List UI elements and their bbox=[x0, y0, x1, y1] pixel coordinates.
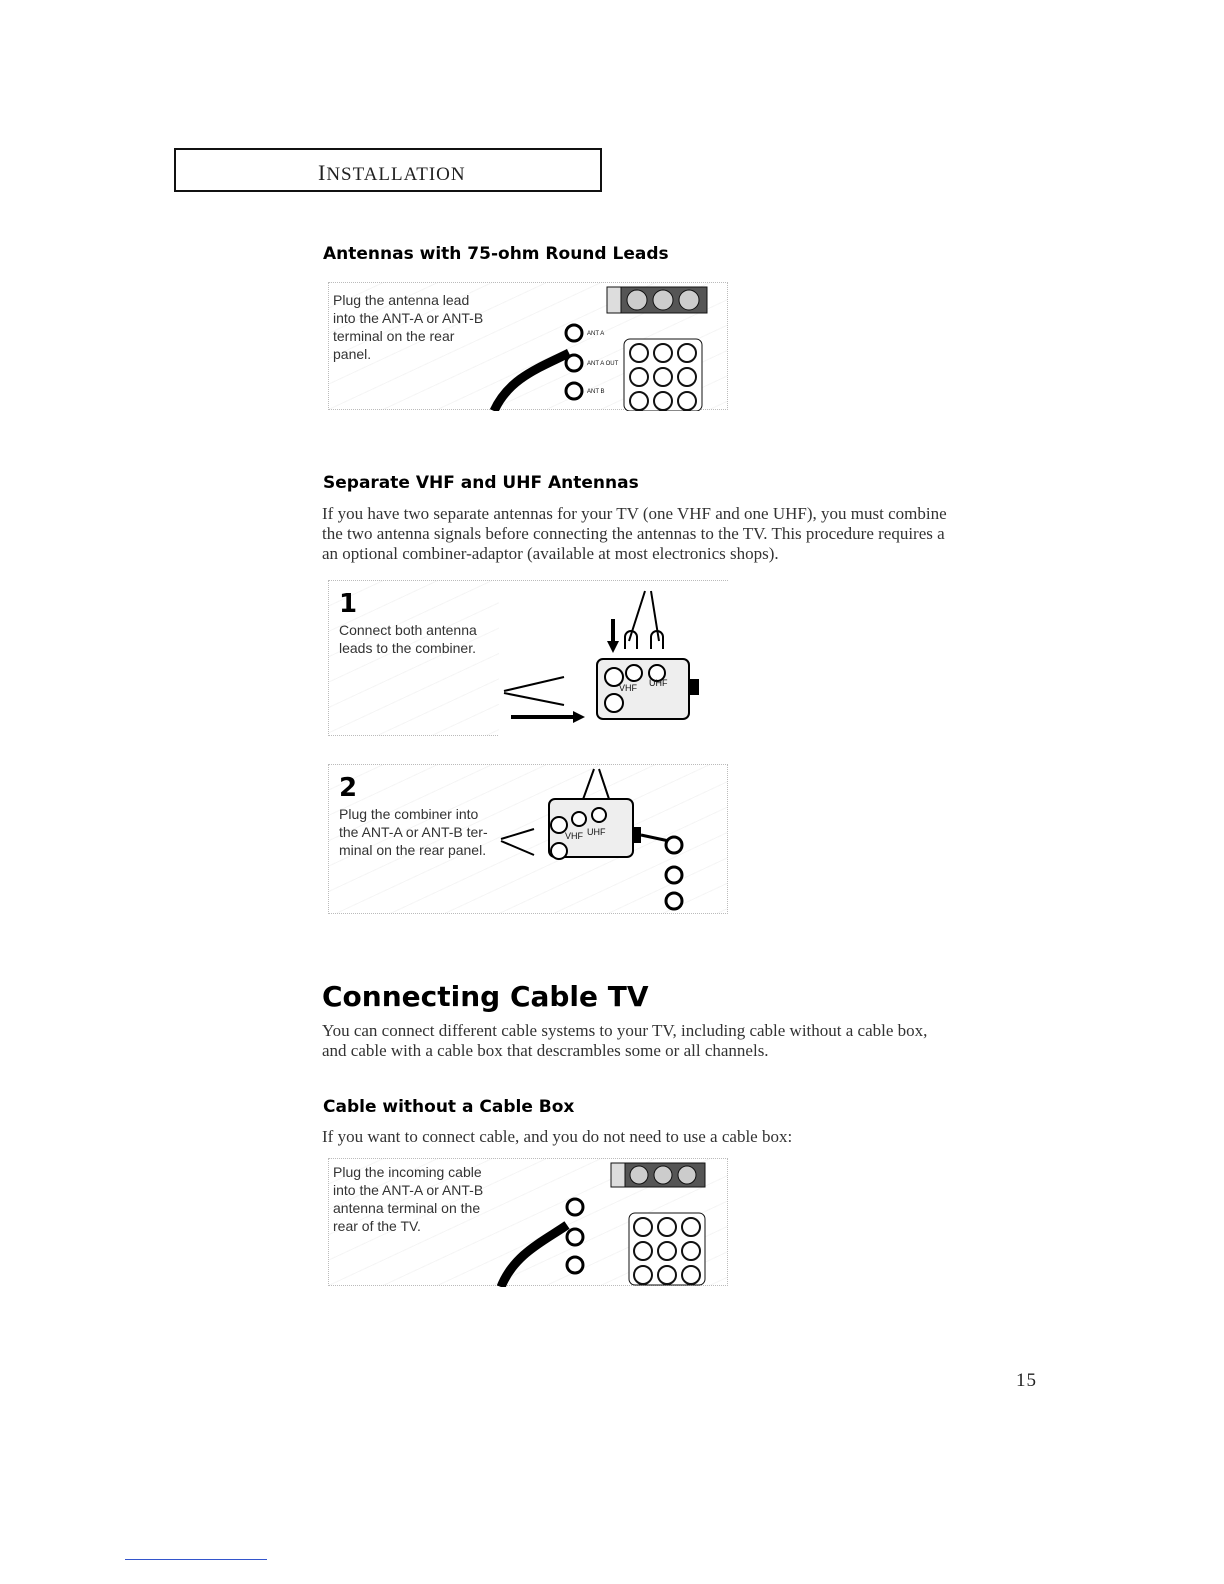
uhf-label: UHF bbox=[587, 827, 606, 837]
caption-line: into the ANT-A or ANT-B bbox=[333, 1182, 484, 1198]
cable-tv-body bbox=[322, 1021, 927, 1061]
body-line: If you have two separate antennas for your TV (one VHF and one UHF), you must combine bbox=[322, 504, 947, 523]
ant-b-jack bbox=[566, 383, 582, 399]
ant-b-label: ANT B bbox=[587, 389, 605, 395]
figure-75ohm bbox=[328, 282, 728, 410]
section-title-rest: NSTALLATION bbox=[326, 164, 466, 185]
caption-line: Plug the incoming cable bbox=[333, 1164, 482, 1180]
caption-line: Plug the antenna lead bbox=[333, 292, 470, 308]
figure-step-2 bbox=[328, 764, 728, 914]
body-line: You can connect different cable systems to your TV, including cable without a cable box, bbox=[322, 1021, 928, 1040]
antennas-75ohm-heading: Antennas with 75-ohm Round Leads bbox=[323, 244, 669, 264]
body-line: and cable with a cable box that descrambles some or all channels. bbox=[322, 1041, 769, 1060]
cable-without-box-heading: Cable without a Cable Box bbox=[323, 1097, 575, 1117]
ant-a-jack bbox=[566, 325, 582, 341]
figure-cable bbox=[328, 1158, 728, 1286]
ant-a-out-jack bbox=[566, 355, 582, 371]
caption-line: the ANT-A or ANT-B ter- bbox=[339, 824, 488, 840]
combiner-to-panel-illustration bbox=[329, 765, 729, 915]
uhf-label: UHF bbox=[649, 678, 668, 688]
caption-line: rear of the TV. bbox=[333, 1218, 421, 1234]
page-number: 15 bbox=[1016, 1370, 1037, 1391]
footer-divider bbox=[125, 1559, 267, 1560]
vhf-label: VHF bbox=[619, 683, 637, 693]
separate-vhf-uhf-heading: Separate VHF and UHF Antennas bbox=[323, 473, 639, 493]
antenna-cable bbox=[494, 353, 569, 411]
caption-line: Connect both antenna bbox=[339, 622, 477, 638]
body-line: an optional combiner-adaptor (available at most electronics shops). bbox=[322, 544, 779, 563]
cable-tv-heading: Connecting Cable TV bbox=[322, 980, 649, 1013]
caption-line: into the ANT-A or ANT-B bbox=[333, 310, 484, 326]
caption-line: antenna terminal on the bbox=[333, 1200, 481, 1216]
separate-vhf-uhf-body bbox=[322, 504, 947, 564]
caption-line: leads to the combiner. bbox=[339, 640, 476, 656]
vhf-label: VHF bbox=[565, 831, 583, 841]
cable-line bbox=[501, 1225, 567, 1287]
cable-rear-panel-illustration bbox=[329, 1159, 729, 1287]
cable-without-box-body: If you want to connect cable, and you do not need to use a cable box: bbox=[322, 1127, 793, 1146]
combiner-illustration bbox=[329, 581, 729, 737]
section-title-initial: I bbox=[318, 160, 327, 185]
caption-line: minal on the rear panel. bbox=[339, 842, 487, 858]
figure-step-1 bbox=[328, 580, 728, 736]
caption-line: Plug the combiner into bbox=[339, 806, 479, 822]
caption-line: panel. bbox=[333, 346, 372, 362]
step-2-number: 2 bbox=[339, 773, 358, 803]
caption-line: terminal on the rear bbox=[333, 328, 455, 344]
step-1-number: 1 bbox=[339, 589, 358, 619]
ant-a-label: ANT A bbox=[587, 331, 605, 337]
ant-a-out-label: ANT A OUT bbox=[587, 361, 619, 367]
rear-panel-illustration bbox=[329, 283, 729, 411]
section-title bbox=[318, 160, 466, 186]
body-line: the two antenna signals before connecting the antennas to the TV. This procedure requires a bbox=[322, 524, 945, 543]
